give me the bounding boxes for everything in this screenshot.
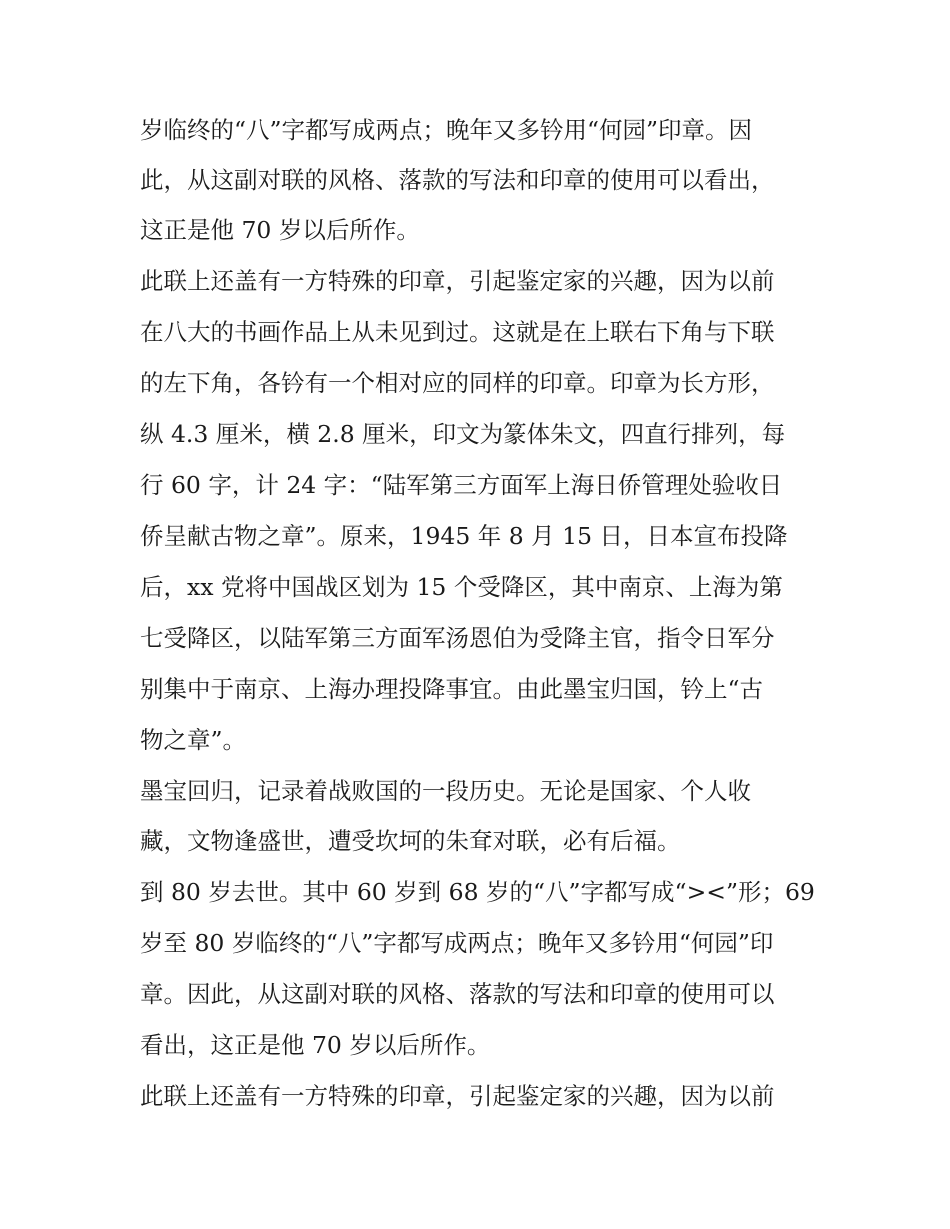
text-line-20: 此联上还盖有一方特殊的印章，引起鉴定家的兴趣，因为以前 bbox=[140, 1082, 775, 1110]
text-line-1: 岁临终的“八”字都写成两点；晚年又多钤用“何园”印章。因 bbox=[140, 116, 753, 144]
text-line-18: 章。因此，从这副对联的风格、落款的写法和印章的使用可以 bbox=[140, 980, 775, 1008]
text-line-3: 这正是他 70 岁以后所作。 bbox=[140, 216, 420, 244]
text-line-19: 看出，这正是他 70 岁以后所作。 bbox=[140, 1031, 491, 1059]
text-line-5: 在八大的书画作品上从未见到过。这就是在上联右下角与下联 bbox=[140, 318, 775, 346]
text-line-4: 此联上还盖有一方特殊的印章，引起鉴定家的兴趣，因为以前 bbox=[140, 267, 775, 295]
text-line-10: 后，xx 党将中国战区划为 15 个受降区，其中南京、上海为第 bbox=[140, 573, 783, 601]
text-line-13: 物之章”。 bbox=[140, 726, 247, 754]
text-line-6: 的左下角，各钤有一个相对应的同样的印章。印章为长方形， bbox=[140, 369, 775, 397]
text-line-9: 侨呈献古物之章”。原来，1945 年 8 月 15 日，日本宣布投降 bbox=[140, 522, 788, 550]
text-line-2: 此，从这副对联的风格、落款的写法和印章的使用可以看出， bbox=[140, 166, 775, 194]
text-line-7: 纵 4.3 厘米，横 2.8 厘米，印文为篆体朱文，四直行排列，每 bbox=[140, 420, 786, 448]
text-line-17: 岁至 80 岁临终的“八”字都写成两点；晚年又多钤用“何园”印 bbox=[140, 929, 774, 957]
text-line-14: 墨宝回归，记录着战败国的一段历史。无论是国家、个人收 bbox=[140, 777, 751, 805]
text-line-11: 七受降区，以陆军第三方面军汤恩伯为受降主官，指令日军分 bbox=[140, 624, 775, 652]
text-line-15: 藏，文物逢盛世，遭受坎坷的朱耷对联，必有后福。 bbox=[140, 827, 681, 855]
text-line-16: 到 80 岁去世。其中 60 岁到 68 岁的“八”字都写成“><”形；69 bbox=[140, 878, 815, 906]
text-line-8: 行 60 字，计 24 字：“陆军第三方面军上海日侨管理处验收日 bbox=[140, 471, 783, 499]
text-line-12: 别集中于南京、上海办理投降事宜。由此墨宝归国，钤上“古 bbox=[140, 675, 764, 703]
